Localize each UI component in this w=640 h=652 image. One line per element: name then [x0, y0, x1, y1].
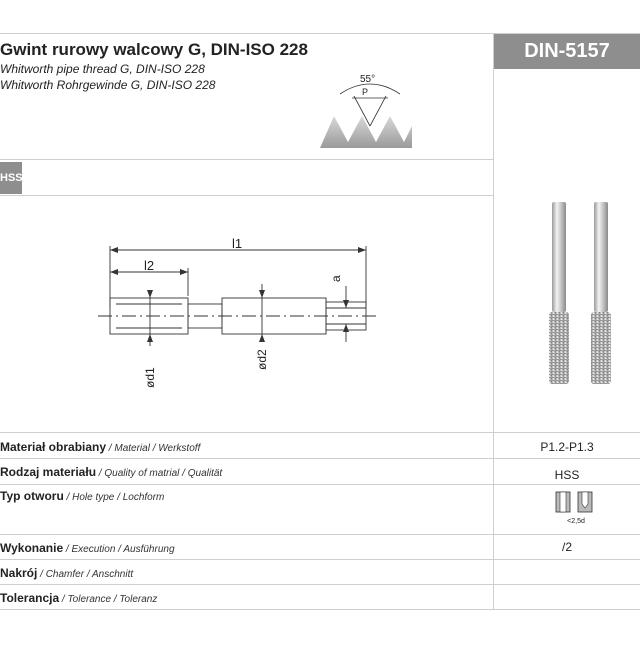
thread-profile-diagram — [316, 68, 416, 150]
badge-bottom-rule — [0, 195, 493, 196]
arrowhead — [358, 247, 366, 253]
hole-type-icons — [554, 490, 598, 516]
angle-arc — [340, 84, 400, 94]
row-rule — [0, 584, 640, 585]
pitch-label: P — [362, 87, 369, 97]
material-badge: HSS — [0, 162, 22, 194]
row-rule — [0, 484, 640, 485]
arrowhead — [110, 269, 118, 275]
spec-label-quality: Rodzaj materiału / Quality of matrial / Qualität — [0, 465, 223, 479]
row-rule — [0, 559, 640, 560]
angle-label: 55° — [360, 74, 376, 85]
d2-label: ød2 — [255, 349, 269, 370]
arrowhead — [259, 334, 265, 342]
flank-line-right — [370, 96, 386, 126]
page-title: Gwint rurowy walcowy G, DIN-ISO 228 — [0, 40, 308, 59]
spec-label-tolerance: Tolerancja / Tolerance / Toleranz — [0, 591, 158, 605]
arrowhead — [147, 290, 153, 298]
spec-label-material: Materiał obrabiany / Material / Werkstoff — [0, 440, 201, 454]
table-bottom-rule — [0, 609, 640, 610]
arrowhead — [343, 300, 349, 308]
arrowhead — [259, 290, 265, 298]
spec-value-execution: /2 — [561, 540, 572, 554]
header-bottom-rule — [0, 159, 493, 160]
through-hole-icon — [556, 492, 570, 512]
table-top-rule — [0, 432, 640, 433]
blind-hole-icon — [578, 492, 592, 512]
row-rule — [0, 458, 640, 459]
a-label: a — [329, 275, 343, 282]
arrowhead — [343, 324, 349, 332]
tap-dimension-drawing — [90, 228, 390, 398]
standard-badge: DIN-5157 — [494, 34, 640, 69]
tap-left — [549, 202, 569, 384]
spec-value-quality: HSS — [554, 468, 580, 482]
spec-label-execution: Wykonanie / Execution / Ausführung — [0, 541, 175, 555]
subtitle-en: Whitworth pipe thread G, DIN-ISO 228 — [0, 62, 205, 76]
subtitle-de: Whitworth Rohrgewinde G, DIN-ISO 228 — [0, 78, 216, 92]
hole-depth-note: <2,5d — [567, 518, 585, 525]
spec-value-material: P1.2-P1.3 — [540, 440, 594, 454]
arrowhead — [110, 247, 118, 253]
thread-teeth — [320, 116, 412, 148]
arrowhead — [147, 334, 153, 342]
spec-label-hole-type: Typ otworu / Hole type / Lochform — [0, 489, 165, 503]
arrowhead — [180, 269, 188, 275]
d1-label: ød1 — [143, 367, 157, 388]
l2-label: l2 — [144, 258, 155, 273]
l1-label: l1 — [232, 236, 243, 251]
spec-label-chamfer: Nakrój / Chamfer / Anschnitt — [0, 566, 134, 580]
row-rule — [0, 534, 640, 535]
tap-right — [591, 202, 611, 384]
column-divider — [493, 33, 494, 610]
product-image-taps — [544, 200, 618, 386]
